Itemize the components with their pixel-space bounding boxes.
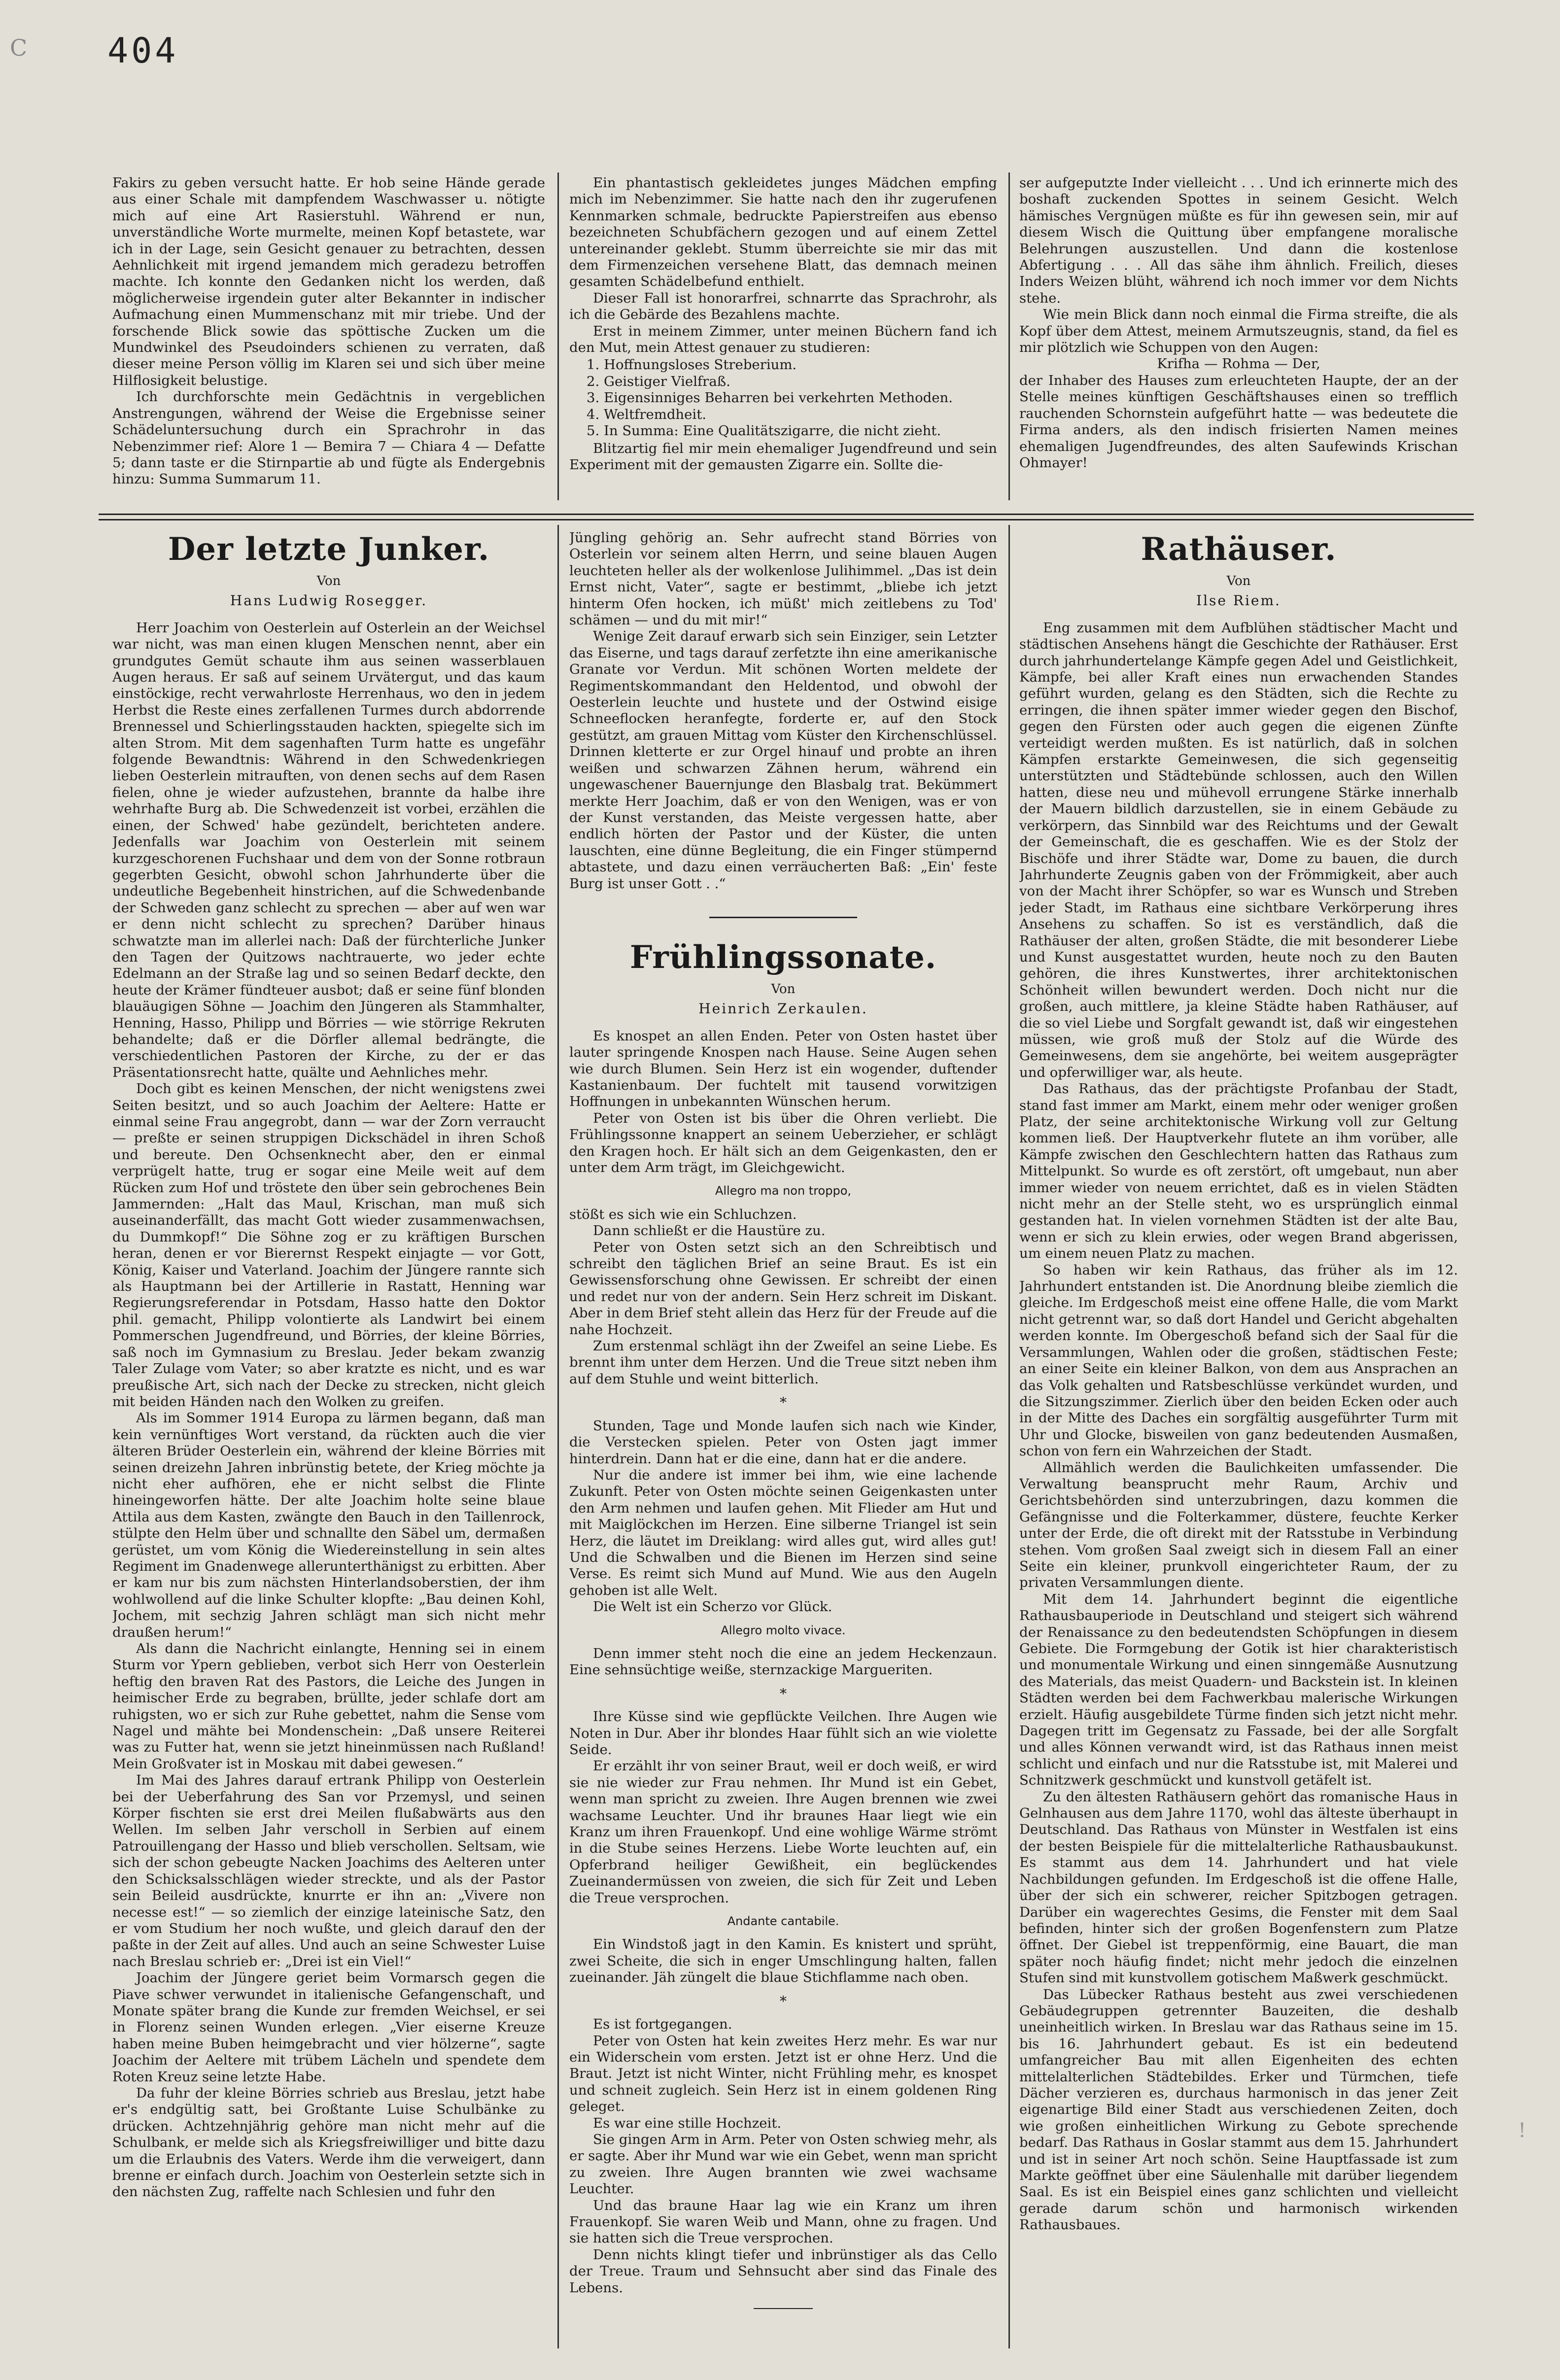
byline-author: Ilse Riem. bbox=[1196, 592, 1281, 609]
paragraph: Nur die andere ist immer bei ihm, wie eine lachende Zukunft. Peter von Osten möchte seinen Geigenkasten unter den Arm nehmen und laufen gehen. Mit Flieder am Hut und mit Maiglöckchen im Herzen. Eine silberne Triangel ist sein Herz, die läutet im Dreiklang: wird alles gut, wird alles gut! Und die Schwalben und die Bienen im Herzen sind seine Verse. Es reimt sich Mund auf Mund. Wie aus den Augeln gehoben ist alle Welt. bbox=[569, 1467, 997, 1598]
page-number: 404 bbox=[107, 31, 179, 71]
paragraph: Ihre Küsse sind wie gepflückte Veilchen. Ihre Augen wie Noten in Dur. Aber ihr blondes Haar fühlt sich an wie violette Seide. bbox=[569, 1709, 997, 1758]
margin-mark: C bbox=[10, 34, 28, 61]
paragraph: Peter von Osten ist bis über die Ohren verliebt. Die Frühlingssonne knappert an seinem Ueberzieher, er schlägt den Kragen hoch. Er hält sich an dem Geigenkasten, den er unter dem Arm trägt, im Gleichgewicht. bbox=[569, 1110, 997, 1175]
rathaeuser-article bbox=[1019, 530, 1458, 2344]
paragraph: Ein phantastisch gekleidetes junges Mädchen empfing mich im Nebenzimmer. Sie hatte nach den ihr zugerufenen Kennmarken schmale, bedruckte Papierstreifen aus ebenso bezeichneten Schubfächern gezogen und auf einem Zettel untereinander geklebt. Stumm überreichte sie mir das mit dem Firmenzeichen versehene Blatt, das demnach meinen gesamten Schädelbefund enthielt. bbox=[569, 175, 997, 290]
paragraph: Joachim der Jüngere geriet beim Vormarsch gegen die Piave schwer verwundet in italienische Gefangenschaft, und Monate später brang die Kunde zur fremden Weichsel, er sei in Florenz seinen Wunden erlegen. „Vier eiserne Kreuze haben meine Buben heimgebracht und vier hölzerne“, sagte Joachim der Aeltere mit trübem Lächeln und spendete dem Roten Kreuz seine letzte Habe. bbox=[112, 1970, 545, 2085]
paragraph: Denn nichts klingt tiefer und inbrünstiger als das Cello der Treue. Traum und Sehnsucht aber sind das Finale des Lebens. bbox=[569, 2246, 997, 2296]
paragraph: Und das braune Haar lag wie ein Kranz um ihren Frauenkopf. Sie waren Weib und Mann, ohne zu fragen. Und sie hatten sich die Treue versprochen. bbox=[569, 2197, 997, 2246]
paragraph: Stunden, Tage und Monde laufen sich nach wie Kinder, die Verstecken spielen. Peter von Osten jagt immer hinterdrein. Dann hat er die eine, dann hat er die andere. bbox=[569, 1417, 997, 1467]
paragraph: stößt es sich wie ein Schluchzen. bbox=[569, 1206, 797, 1222]
column-rule bbox=[557, 525, 559, 2348]
paragraph: Herr Joachim von Oesterlein auf Osterlein an der Weichsel war nicht, was man einen klugen Menschen nennt, aber ein grundgutes Gemüt schaute ihm aus seinen wasserblauen Augen heraus. Er saß auf seinem Urvätergut, und das kaum einstöckige, recht verwahrloste Herrenhaus, wo den in jedem Herbst die Reste eines zerfallenen Turmes durch abdorrende Brennessel und Schierlingsstauden hackten, spiegelte sich im alten Strom. Mit dem sagenhaften Turm hatte es ungefähr folgende Bewandtnis: Während in den Schwedenkriegen lieben Oesterlein mitrauften, von denen sechs auf dem Rasen fielen, ohne je wieder aufzustehen, brannte da halbe ihre wehrhafte Burg ab. Die Schwedenzeit ist vorbei, erzählen die einen, der Schwed' habe gezündelt, berichteten andere. Jedenfalls war Joachim von Oesterlein mit seinem kurzgeschorenen Fuchshaar und dem von der Sonne rotbraun gegerbten Gesicht, obwohl schon Jahrhunderte über die undeutliche Begebenheit hinstrichen, auf die Schwedenbande der Schweden ganz schlecht zu sprechen — aber auf wen war er denn nicht schlecht zu sprechen? Darüber hinaus schwatzte man im allerlei nach: Daß der fürchterliche Junker den Tagen der Quitzows nachtrauerte, wo jeder echte Edelmann an der Straße lag und so seinen Bedarf deckte, den heute der Krämer fündteuer ausbot; daß er seine fünf blonden blauäugigen Söhne — Joachim den Jüngeren als Stammhalter, Henning, Hasso, Philipp und Börries — wie störrige Rekruten behandelte; daß er die Dörfler allemal bedrängte, die verschiedentlichen Pastoren der Kirche, zu der er das Präsentationsrecht hatte, quälte und Aehnliches mehr. bbox=[112, 620, 545, 1080]
top-column-2 bbox=[569, 175, 997, 500]
paragraph: Mit dem 14. Jahrhundert beginnt die eigentliche Rathausbauperiode in Deutschland und steigert sich während der Renaissance zu den bedeutendsten Schöpfungen in diesem Gebiete. Die Formgebung der Gotik ist hier charakteristisch und monumentale Wirkung und einen sinngemäße Ausnutzung des Materials, das meist Quadern- und Backstein ist. In kleinen Städten werden bei dem Fachwerkbau malerische Wirkungen erzielt. Häufig ausgebildete Türme finden sich jetzt nicht mehr. Dagegen tritt im Gegensatz zu Fassade, bei der alle Sorgfalt und alles Können verwandt wird, ist das Rathaus innen meist schlicht und einfach und nur die Ratsstube ist, mit Malerei und Schnitzwerk geschmückt und kunstvoll getäfelt ist. bbox=[1019, 1591, 1458, 1789]
tempo-marking: Andante cantabile. bbox=[727, 1914, 839, 1929]
junker-article bbox=[112, 530, 545, 2344]
list-item: 4. Weltfremdheit. bbox=[604, 407, 997, 423]
section-divider bbox=[99, 514, 1474, 520]
paragraph: So haben wir kein Rathaus, das früher als im 12. Jahrhundert entstanden ist. Die Anordnung bleibe ziemlich die gleiche. Im Erdgeschoß meist eine offene Halle, die vom Markt nicht getrennt war, so daß dort Handel und Gericht abgehalten werden konnte. Im Obergeschoß befand sich der Saal für die Versammlungen, Wahlen oder die großen, städtischen Feste; an einer Seite ein kleiner Balkon, von dem aus Ansprachen an das Volk gehalten und Ratsbeschlüsse verkündet wurden, und die Sitzungszimmer. Zierlich über den beiden Ecken oder auch in der Mitte des Daches ein sorgfältig ausgeführter Turm mit Uhr und Glocke, bisweilen von ganz bedeutenden Ausmaßen, schon von fern ein Wahrzeichen der Stadt. bbox=[1019, 1262, 1458, 1459]
byline-von: Von bbox=[316, 574, 341, 588]
paragraph: Allmählich werden die Baulichkeiten umfassender. Die Verwaltung beansprucht mehr Raum, Archiv und Gerichtsbehörden sind unterzubringen, dazu kommen die Gefängnisse und die Folterkammer, düstere, feuchte Kerker unter der Erde, die oft direkt mit der Ratsstube in Verbindung stehen. Vom großen Saal zweigt sich in diesem Fall an einer Seite ein kleiner, prunkvoll eingerichteter Raum, der zu privaten Versammlungen diente. bbox=[1019, 1459, 1458, 1591]
list-item: 3. Eigensinniges Beharren bei verkehrten Methoden. bbox=[604, 390, 997, 406]
paragraph: Als dann die Nachricht einlangte, Henning sei in einem Sturm vor Ypern geblieben, verbot sich Herr von Oesterlein heftig den braven Rat des Pastors, die Leiche des Jungen in heimischer Erde zu begraben, brüllte, jeder schlafe dort am ruhigsten, wo er sich zur Ruhe gebettet, nahm die Sense vom Nagel und mähte bei Mondenschein: „Daß unsere Reiterei was zu Futter hat, wenn sie jetzt hineinmüssen nach Rußland! Mein Großvater ist in Moskau mit dabei gewesen.“ bbox=[112, 1641, 545, 1772]
list-item: 1. Hoffnungsloses Streberium. bbox=[604, 357, 997, 373]
tempo-marking: Allegro ma non troppo, bbox=[715, 1184, 852, 1198]
tempo-marking: Allegro molto vivace. bbox=[721, 1623, 846, 1637]
byline-author: Hans Ludwig Rosegger. bbox=[230, 592, 428, 609]
attest-list bbox=[569, 357, 997, 439]
top-column-1 bbox=[112, 175, 545, 500]
article-title: Frühlingssonate. bbox=[629, 938, 937, 976]
paragraph: Es ist fortgegangen. bbox=[593, 2016, 732, 2033]
margin-mark: ! bbox=[1518, 2119, 1526, 2142]
list-item: 2. Geistiger Vielfraß. bbox=[604, 374, 997, 390]
paragraph: Denn immer steht noch die eine an jedem Heckenzaun. Eine sehnsüchtige weiße, sternzackige Margueriten. bbox=[569, 1645, 997, 1678]
article-title: Der letzte Junker. bbox=[168, 531, 490, 568]
byline-author: Heinrich Zerkaulen. bbox=[698, 1000, 868, 1017]
paragraph: Wenige Zeit darauf erwarb sich sein Einziger, sein Letzter das Eiserne, und tags darauf zerfetzte ihn eine amerikanische Granate vor Verdun. Mit schönen Worten meldete der Regimentskommandant den Heldentod, und obwohl der Oesterlein leuchte und hustete und der Ostwind eisige Schneeflocken heranfegte, forderte er, auf den Stock gestützt, am grauen Mittag vom Küster den Kirchenschlüssel. Drinnen kletterte er zur Orgel hinauf und probte an ihren weißen und schwarzen Zähnen herum, während ein ungewaschener Bauernjunge den Blasbalg trat. Bekümmert merkte Herr Joachim, daß er von den Wenigen, was er von der Kunst verstanden, das Meiste vergessen hatte, aber endlich hörten der Pastor und der Küster, die unten lauschten, eine dünne Begleitung, die ein Finger stümpernd abtastete, und dazu einen verräucherten Baß: „Ein' feste Burg ist unser Gott . .“ bbox=[569, 628, 997, 892]
paragraph: Er erzählt ihr von seiner Braut, weil er doch weiß, er wird sie nie wieder zur Frau nehmen. Ihr Mund ist ein Gebet, wenn man spricht zu zweien. Ihre Augen brennen wie zwei wachsame Leuchter. Und ihr braunes Haar liegt wie ein Kranz um ihren Frauenkopf. Und eine wohlige Wärme strömt in die Stube seines Herzens. Liebe Worte leuchten auf, ein Opferbrand heiliger Gewißheit, ein beglückendes Zueinandermüssen von zweien, die sich für Zeit und Leben die Treue versprochen. bbox=[569, 1758, 997, 1906]
paragraph: Es war eine stille Hochzeit. bbox=[593, 2115, 782, 2131]
paragraph: Es knospet an allen Enden. Peter von Osten hastet über lauter springende Knospen nach Hause. Seine Augen sehen wie durch Blumen. Sein Herz ist ein wogender, duftender Kastanienbaum. Der fuchtelt mit tausend vorwitzigen Hoffnungen in unbekannten Wünschen herum. bbox=[569, 1028, 997, 1110]
list-item: 5. In Summa: Eine Qualitätszigarre, die nicht zieht. bbox=[604, 423, 997, 439]
section-star: * bbox=[780, 1993, 787, 2009]
paragraph: Die Welt ist ein Scherzo vor Glück. bbox=[593, 1599, 832, 1615]
paragraph: Eng zusammen mit dem Aufblühen städtischer Macht und städtischen Ansehens hängt die Geschichte der Rathäuser. Erst durch jahrhundertelange Kämpfe gegen Adel und Geistlichkeit, Kämpfe, bei aller Kraft eines nun erwachenden Standes geführt wurden, gelang es den Städten, sich die Rechte zu erringen, die ihnen später immer wieder gegen den Bischof, gegen den Fürsten oder auch gegen die eigenen Zünfte verteidigt werden mußten. Es ist natürlich, daß in solchen Kämpfen erstarkte Gemeinwesen, die sich gegenseitig unterstützten und Städtebünde schlossen, auch den Willen hatten, diese neu und mühevoll errungene Stärke innerhalb der Mauern bildlich darzustellen, sie in einem Gebäude zu verkörpern, das Sinnbild war des Reichtums und der Gewalt der Gemeinschaft, die es geschaffen. Wie es der Stolz der Bischöfe und ihrer Städte war, Dome zu bauen, die durch Jahrhunderte Zeugnis gaben von der Frömmigkeit, aber auch von der Macht ihrer Schöpfer, so war es Wunsch und Streben jeder Stadt, im Rathaus eine sichtbare Verkörperung ihres Ansehens zu schaffen. So ist es verständlich, daß die Rathäuser der alten, großen Städte, die mit besonderer Liebe und Kunst ausgestattet wurden, heute noch zu den Bauten gehören, die ihres Kunstwertes, ihrer architektonischen Schönheit willen bewundert werden. Doch nicht nur die großen, auch mittlere, ja kleine Städte haben Rathäuser, auf die so viel Liebe und Sorgfalt gewandt ist, daß wir eingestehen müssen, wie groß muß der Stolz auf die Würde des Gemeinwesens, dem sie angehörte, bei weitem ausgeprägter und opferwilliger war, als heute. bbox=[1019, 620, 1458, 1080]
top-column-3 bbox=[1019, 175, 1458, 500]
article-title: Rathäuser. bbox=[1141, 531, 1337, 568]
paragraph: Das Rathaus, das der prächtigste Profanbau der Stadt, stand fast immer am Markt, einem mehr oder weniger großen Platz, der seine architektonische Wirkung voll zur Geltung kommen ließ. Der Hauptverkehr flutete an ihm vorüber, alle Kämpfe zwischen den Geschlechtern hatten das Rathaus zum Mittelpunkt. So wurde es oft zerstört, oft umgebaut, nun aber immer wieder von neuem errichtet, daß es in vielen Städten nicht mehr an der Stelle steht, wo es ursprünglich einmal gestanden hat. In vielen vornehmen Städten ist der alte Bau, wenn er sich zu klein erwies, oder wegen Brand abgerissen, um einem neuen Platz zu machen. bbox=[1019, 1081, 1458, 1262]
firm-name: Krifha — Rohma — Der, bbox=[1157, 356, 1320, 372]
middle-column bbox=[569, 530, 997, 2344]
byline-von: Von bbox=[1226, 574, 1251, 588]
paragraph: Fakirs zu geben versucht hatte. Er hob seine Hände gerade aus einer Schale mit dampfendem Waschwasser u. nötigte mich auf eine Art Rasierstuhl. Während er nun, unverständliche Worte murmelte, meinen Kopf betastete, war ich in der Lage, sein Gesicht genauer zu betrachten, dessen Aehnlichkeit mit irgend jemandem mich geradezu betroffen machte. Ich konnte den Gedanken nicht los werden, daß möglicherweise irgendein guter alter Bekannter in indischer Aufmachung einen Mummenschanz mit mir triebe. Und der forschende Blick sowie das spöttische Zucken um die Mundwinkel des Pseudoinders schienen zu verraten, daß dieser meine Person völlig im Klaren sei und sich über meine Hilflosigkeit belustige. bbox=[112, 175, 545, 388]
article-separator bbox=[709, 917, 857, 918]
paragraph: Im Mai des Jahres darauf ertrank Philipp von Oesterlein bei der Ueberfahrung des San vor Przemysl, und seinen Körper fischten sie erst drei Meilen flußabwärts aus den Wellen. Im selben Jahr verscholl in Serbien auf einem Patrouillengang der Hasso und blieb verschollen. Seltsam, wie sich der schon gebeugte Nacken Joachims des Aelteren unter den Schicksalsschlägen wieder streckte, und als der Pastor sein Beileid ausdrückte, knurrte er ihn an: „Vivere non necesse est!“ — so ziemlich der einzige lateinische Satz, den er vom Studium her noch wußte, und gleich darauf den der paßte in der Zeit auf alles. Und auch an seine Schwester Luise nach Breslau schrieb er: „Drei ist ein Viel!“ bbox=[112, 1772, 545, 1969]
column-rule bbox=[1008, 172, 1010, 500]
byline-von: Von bbox=[771, 981, 796, 997]
column-rule bbox=[557, 172, 559, 500]
end-rule bbox=[754, 2308, 813, 2309]
paragraph: Ich durchforschte mein Gedächtnis in vergeblichen Anstrengungen, während der Weise die Ergebnisse seiner Schädeluntersuchung durch ein Sprachrohr in das Nebenzimmer rief: Alore 1 — Bemira 7 — Chiara 4 — Defatte 5; dann taste er die Stirnpartie ab und fügte als Endergebnis hinzu: Summa Summarum 11. bbox=[112, 389, 545, 487]
paragraph: Jüngling gehörig an. Sehr aufrecht stand Börries von Osterlein vor seinem alten Herrn, und seine blauen Augen leuchteten heller als der wolkenlose Julihimmel. „Das ist dein Ernst nicht, Vater“, sagte er bestimmt, „bliebe ich jetzt hinterm Ofen hocken, ich müßt' mich zeitlebens zu Tod' schämen — und du mit mir!“ bbox=[569, 530, 997, 628]
section-star: * bbox=[780, 1394, 787, 1411]
paragraph: Peter von Osten setzt sich an den Schreibtisch und schreibt den täglichen Brief an seine Braut. Es ist ein Gewissensforschung ohne Gewissen. Er schreibt der einen und redet nur von der andern. Sein Herz schreit im Diskant. Aber in dem Brief steht allein das Herz für der Freude auf die nahe Hochzeit. bbox=[569, 1239, 997, 1338]
paragraph: Das Lübecker Rathaus besteht aus zwei verschiedenen Gebäudegruppen getrennter Bauzeiten, die deshalb uneinheitlich wirken. In Breslau war das Rathaus seine im 15. bis 16. Jahrhundert gebaut. Es ist ein bedeutend umfangreicher Bau mit allen Eigenheiten des echten mittelalterlichen Städtebildes. Erker und Türmchen, tiefe Dächer verzieren es, durchaus harmonisch in das jener Zeit eigenartige Bild einer Stadt aus verschiedenen Zeiten, doch wie großen einheitlichen Wirkung zu Gebote sprechende bedarf. Das Rathaus in Goslar stammt aus dem 15. Jahrhundert und ist in seiner Art noch schön. Seine Hauptfassade ist zum Markte geöffnet über eine Säulenhalle mit darüber liegendem Saal. Es ist ein Beispiel eines ganz schlichten und vielleicht gerade darum schön und harmonisch wirkenden Rathausbaues. bbox=[1019, 1986, 1458, 2233]
column-rule bbox=[1008, 525, 1010, 2348]
paragraph: ser aufgeputzte Inder vielleicht . . . Und ich erinnerte mich des boshaft zuckenden Spottes in seinem Gesicht. Welch hämisches Vergnügen müßte es für ihn gewesen sein, mir auf diesem Wisch die Quittung über empfangene moralische Belehrungen auszustellen. Und dann die kostenlose Abfertigung . . . All das sähe ihm ähnlich. Freilich, dieses Inders Weizen blüht, während ich noch immer vor dem Nichts stehe. bbox=[1019, 175, 1458, 306]
paragraph: Sie gingen Arm in Arm. Peter von Osten schwieg mehr, als er sagte. Aber ihr Mund war wie ein Gebet, wenn man spricht zu zweien. Ihre Augen brannten wie zwei wachsame Leuchter. bbox=[569, 2131, 997, 2197]
paragraph: Zu den ältesten Rathäusern gehört das romanische Haus in Gelnhausen aus dem Jahre 1170, wohl das älteste überhaupt in Deutschland. Das Rathaus von Münster in Westfalen ist eins der besten Beispiele für die mittelalterliche Rathausbaukunst. Es stammt aus dem 14. Jahrhundert und hat viele Nachbildungen gefunden. Im Erdgeschoß ist die offene Halle, über der sich ein schwerer, reicher Spitzbogen getragen. Darüber ein wagerechtes Gesims, die Fenster mit dem Saal befinden, hinter sich der großen Bogenfenstern zum Platze öffnet. Der Giebel ist treppenförmig, eine Bauart, die man später noch häufig findet; nicht mehr jedoch die einzelnen Stufen sind mit kunstvollem gotischem Maßwerk geschmückt. bbox=[1019, 1789, 1458, 1986]
paragraph: Erst in meinem Zimmer, unter meinen Büchern fand ich den Mut, mein Attest genauer zu studieren: bbox=[569, 323, 997, 356]
paragraph: Da fuhr der kleine Börries schrieb aus Breslau, jetzt habe er's endgültig satt, bei Großtante Luise Schulbänke zu drücken. Achtzehnjährig gehöre man nicht mehr auf die Schulbank, er melde sich als Kriegsfreiwilliger und bitte dazu um die Erlaubnis des Vaters. Werde ihm die verweigert, dann brenne er einfach durch. Joachim von Oesterlein setzte sich in den nächsten Zug, raffelte nach Schlesien und fuhr den bbox=[112, 2085, 545, 2200]
paragraph: der Inhaber des Hauses zum erleuchteten Haupte, der an der Stelle meines künftigen Geschäftshauses einen so trefflich rauchenden Schornstein aufgeführt hatte — was bedeutete die Firma anders, als den indisch frisierten Namen meines ehemaligen Jugendfreundes, des alten Saufewinds Krischan Ohmayer! bbox=[1019, 372, 1458, 471]
paragraph: Blitzartig fiel mir mein ehemaliger Jugendfreund und sein Experiment mit der gemausten Zigarre ein. Sollte die- bbox=[569, 440, 997, 473]
section-star: * bbox=[780, 1685, 787, 1702]
paragraph: Ein Windstoß jagt in den Kamin. Es knistert und sprüht, zwei Scheite, die sich in enger Umschlingung halten, fallen zueinander. Jäh züngelt die blaue Stichflamme nach oben. bbox=[569, 1936, 997, 1986]
paragraph: Doch gibt es keinen Menschen, der nicht wenigstens zwei Seiten besitzt, und so auch Joachim der Aeltere: Hatte er einmal seine Frau angegrobt, dann — war der Zorn verraucht — preßte er seinen struppigen Dickschädel in ihren Schoß und bereute. Den Ochsenknecht aber, den er einmal verprügelt hatte, trug er sogar eine Meile weit auf dem Rücken zum Hof und tröstete den über sein gebrochenes Bein Jammernden: „Halt das Maul, Krischan, man muß sich auseinanderfällt, das macht Gott wieder zusammenwachsen, du Dummkopf!“ Die Söhne zog er zu kräftigen Burschen heran, denen er vor Bierernst Respekt einjagte — vor Gott, König, Kaiser und Vaterland. Joachim der Jüngere rannte sich als Hauptmann bei der Artillerie in Rastatt, Henning war Regierungsreferendar in Potsdam, Hasso hatte den Doktor phil. gemacht, Philipp volontierte als Landwirt bei einem Pommerschen Jugendfreund, und Börries, der kleine Börries, saß noch im Gymnasium zu Breslau. Jeder bekam zwanzig Taler Zulage vom Vater; so aber kratzte es nicht, und es war preußische Art, sich nach der Decke zu strecken, nicht gleich mit beiden Händen nach den Wolken zu greifen. bbox=[112, 1081, 545, 1410]
paragraph: Dann schließt er die Haustüre zu. bbox=[593, 1223, 826, 1239]
paragraph: Wie mein Blick dann noch einmal die Firma streifte, die als Kopf über dem Attest, meinem Armutszeugnis, stand, da fiel es mir plötzlich wie Schuppen von den Augen: bbox=[1019, 307, 1458, 356]
paragraph: Als im Sommer 1914 Europa zu lärmen begann, daß man kein vernünftiges Wort verstand, da rückten auch die vier älteren Brüder Oesterlein ein, während der kleine Börries mit seinen dreizehn Jahren inbrünstig betete, der Krieg möchte ja nicht eher aufhören, ehe er nicht selbst die Flinte hineingeworfen hätte. Der alte Joachim holte seine blaue Attila aus dem Kasten, zwängte den Bauch in den Taillenrock, stülpte den Helm über und schnallte den Säbel um, dermaßen gerüstet, um vom König die Wiedereinstellung in sein altes Regiment im Gnadenwege allerunterthänigst zu erbitten. Aber er kam nur bis zum nächsten Hinterlandsoberstien, der ihm wohlwollend auf die linke Schulter klopfte: „Bau deinen Kohl, Jochem, mit sechzig Jahren schlägt man sich nicht mehr draußen herum!“ bbox=[112, 1410, 545, 1640]
paragraph: Zum erstenmal schlägt ihn der Zweifel an seine Liebe. Es brennt ihm unter dem Herzen. Und die Treue sitzt neben ihm auf dem Stuhle und weint bitterlich. bbox=[569, 1338, 997, 1387]
paragraph: Peter von Osten hat kein zweites Herz mehr. Es war nur ein Widerschein vom ersten. Jetzt ist er ohne Herz. Und die Braut. Jetzt ist nicht Winter, nicht Frühling mehr, es knospet und schneit zugleich. Sein Herz ist in einem goldenen Ring geleget. bbox=[569, 2033, 997, 2115]
paragraph: Dieser Fall ist honorarfrei, schnarrte das Sprachrohr, als ich die Gebärde des Bezahlens machte. bbox=[569, 290, 997, 323]
